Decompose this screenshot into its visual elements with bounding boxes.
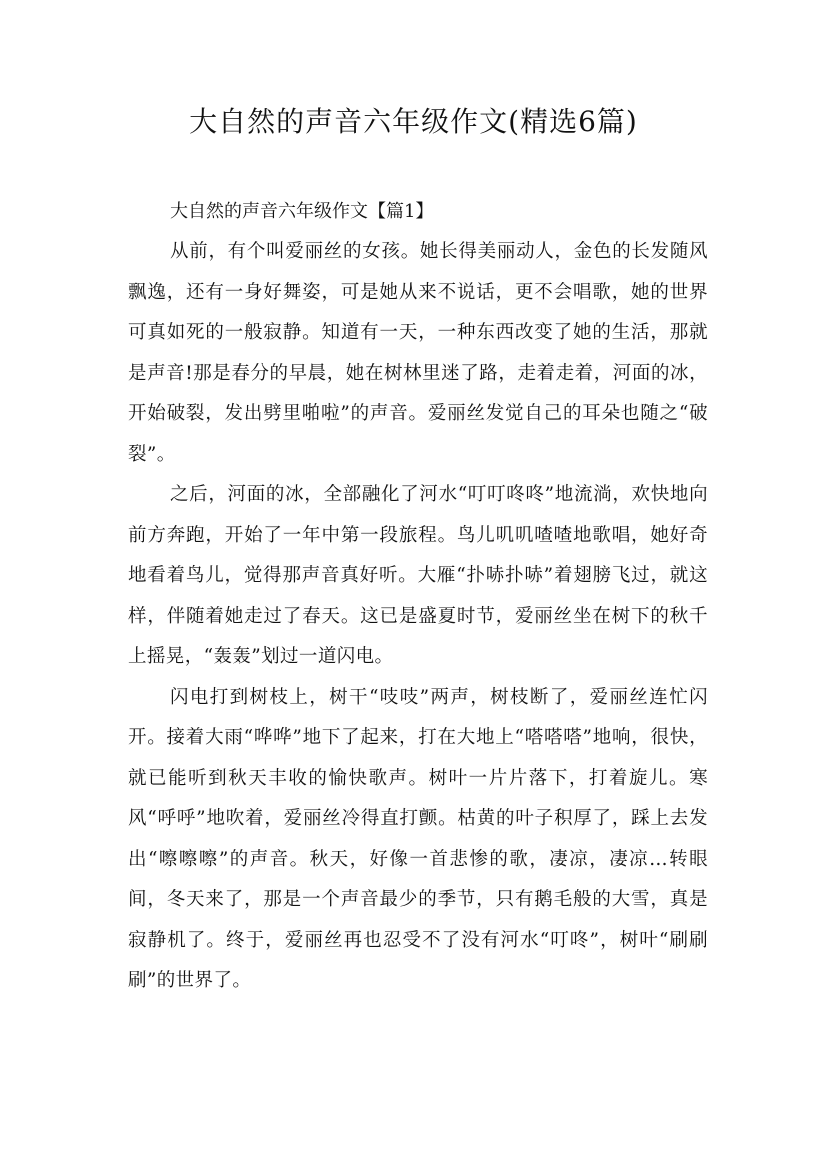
section-heading: 大自然的声音六年级作文【篇1】 bbox=[170, 201, 434, 222]
paragraph-1: 从前，有个叫爱丽丝的女孩。她长得美丽动人，金色的长发随风飘逸，还有一身好舞姿，可是她从来不说话，更不会唱歌，她的世界可真如死的一般寂静。知道有一天，一种东西改变了她的生活，那就是声音!那是春分的早晨，她在树林里迷了路，走着走着，河面的冰，开始破裂，发出劈里啪啦”的声音。爱丽丝发觉自己的耳朵也随之“破裂”。 bbox=[128, 241, 708, 465]
paragraph-3: 闪电打到树枝上，树干“吱吱”两声，树枝断了，爱丽丝连忙闪开。接着大雨“哗哗”地下了起来，打在大地上“嗒嗒嗒”地响，很快，就已能听到秋天丰收的愉快歌声。树叶一片片落下，打着旋儿。寒风“呼呼”地吹着，爱丽丝冷得直打颤。枯黄的叶子积厚了，踩上去发出“嚓嚓嚓”的声音。秋天，好像一首悲惨的歌，凄凉，凄凉…转眼间，冬天来了，那是一个声音最少的季节，只有鹅毛般的大雪，真是寂静机了。终于，爱丽丝再也忍受不了没有河水“叮咚”，树叶“刷刷刷”的世界了。 bbox=[128, 686, 708, 991]
document-body bbox=[128, 192, 708, 1002]
paragraph-2: 之后，河面的冰，全部融化了河水“叮叮咚咚”地流淌，欢快地向前方奔跑，开始了一年中第一段旅程。鸟儿叽叽喳喳地歌唱，她好奇地看着鸟儿，觉得那声音真好听。大雁“扑哧扑哧”着翅膀飞过，就这样，伴随着她走过了春天。这已是盛夏时节，爱丽丝坐在树下的秋千上摇晃，“轰轰”划过一道闪电。 bbox=[128, 484, 708, 667]
document-title: 大自然的声音六年级作文(精选6篇) bbox=[189, 105, 638, 138]
